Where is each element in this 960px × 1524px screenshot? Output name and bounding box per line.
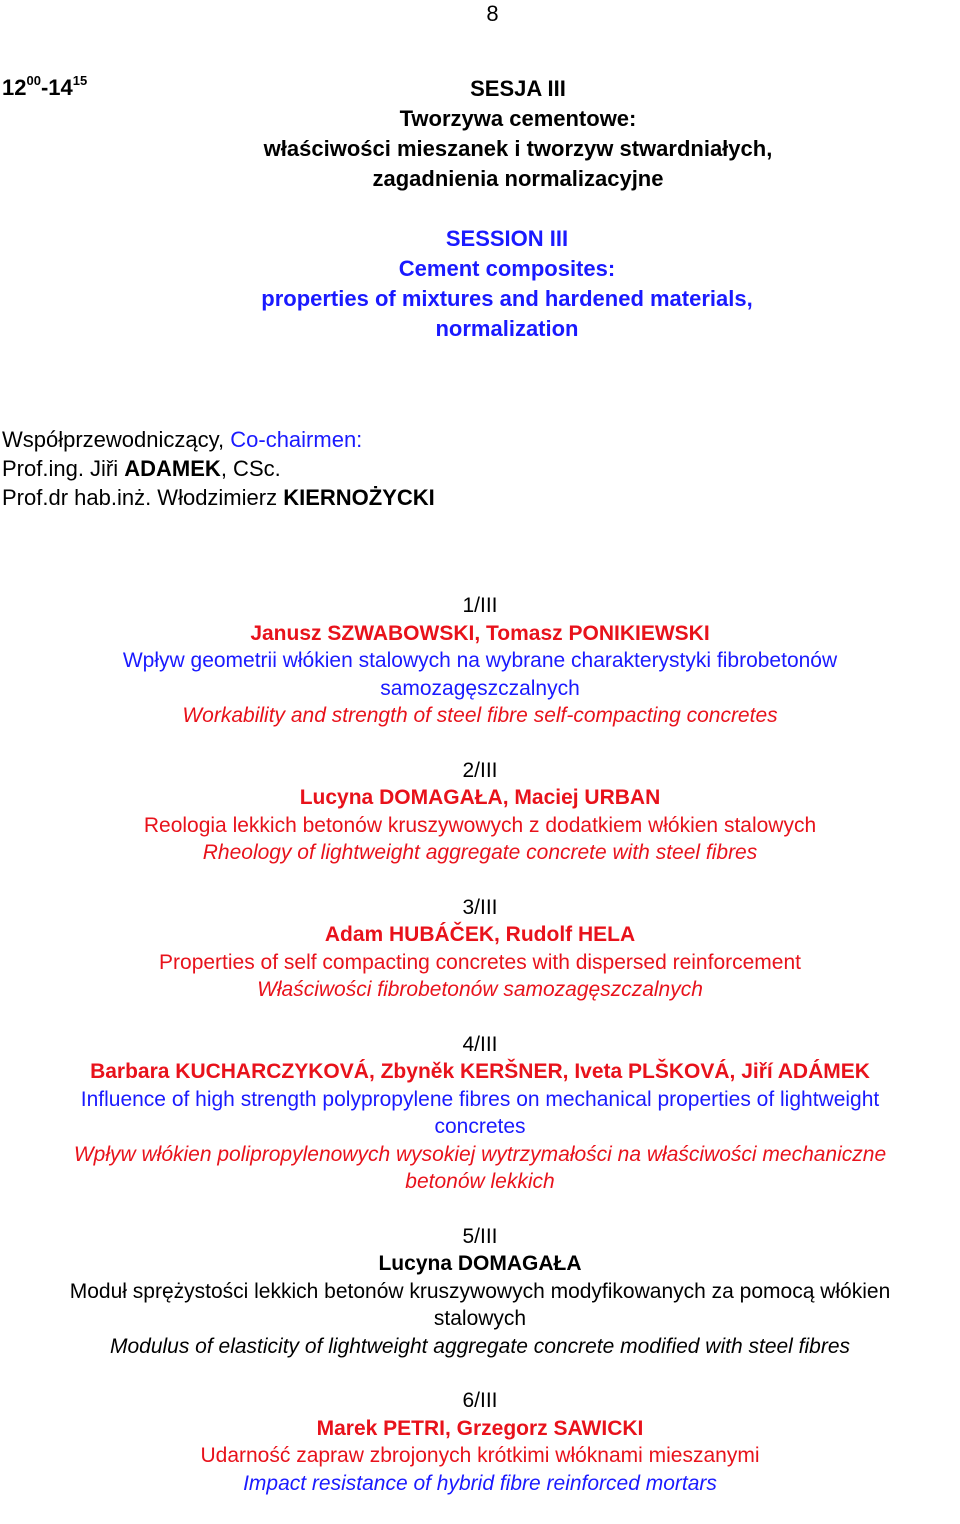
paper-title-line: Influence of high strength polypropylene fibres on mechanical properties of lightweight xyxy=(80,1087,880,1111)
chair-1-surname: ADAMEK xyxy=(124,456,221,481)
paper-title-line: stalowych xyxy=(433,1307,527,1330)
time-end-minutes: 15 xyxy=(72,73,88,88)
chairs-label-pl: Współprzewodniczący, xyxy=(2,427,225,452)
paper-title-line: Properties of self compacting concretes with dispersed reinforcement xyxy=(159,950,801,974)
paper-title-line: concretes xyxy=(434,1115,526,1138)
session-topic-en-line2: properties of mixtures and hardened materials, xyxy=(261,286,753,311)
paper-title-line: Reologia lekkich betonów kruszywowych z dodatkiem włókien stalowych xyxy=(143,813,817,837)
session-name-pl: SESJA III xyxy=(470,76,566,101)
paper-3 xyxy=(0,894,960,1004)
paper-2 xyxy=(0,757,960,867)
session-topic-en-line1: Cement composites: xyxy=(398,256,616,281)
time-start-hour: 12 xyxy=(2,75,27,100)
chairs-label-en: Co-chairmen: xyxy=(230,427,363,452)
paper-title-line: Udarność zapraw zbrojonych krótkimi włóknami mieszanymi xyxy=(200,1444,760,1467)
paper-number: 5/III xyxy=(462,1224,498,1248)
paper-title-translation: Wpływ włókien polipropylenowych wysokiej wytrzymałości na właściwości mechaniczne xyxy=(73,1142,887,1166)
chair-2 xyxy=(2,483,435,512)
paper-authors: Janusz SZWABOWSKI, Tomasz PONIKIEWSKI xyxy=(250,621,710,645)
session-topic-pl-line1: Tworzywa cementowe: xyxy=(399,106,637,131)
paper-authors: Marek PETRI, Grzegorz SAWICKI xyxy=(316,1416,644,1440)
paper-number: 1/III xyxy=(462,594,498,617)
paper-6 xyxy=(0,1387,960,1497)
chairs-label xyxy=(2,425,435,454)
paper-title-line: Moduł sprężystości lekkich betonów kruszywowych modyfikowanych za pomocą włókien xyxy=(69,1279,891,1303)
session-topic-pl-line3: zagadnienia normalizacyjne xyxy=(372,166,664,191)
paper-4 xyxy=(0,1031,960,1196)
chair-1 xyxy=(2,454,435,483)
paper-5 xyxy=(0,1223,960,1361)
papers-list xyxy=(0,592,960,1524)
time-start-minutes: 00 xyxy=(26,73,41,88)
paper-title-line: Wpływ geometrii włókien stalowych na wybrane charakterystyki fibrobetonów xyxy=(122,649,838,672)
chair-2-surname: KIERNOŻYCKI xyxy=(283,485,435,510)
session-heading-polish xyxy=(0,74,960,194)
chair-2-prefix: Prof.dr hab.inż. Włodzimierz xyxy=(2,485,284,510)
paper-title-translation: Modulus of elasticity of lightweight aggregate concrete modified with steel fibres xyxy=(109,1334,851,1358)
paper-number: 3/III xyxy=(462,895,498,919)
page-number: 8 xyxy=(486,1,499,26)
paper-authors: Lucyna DOMAGAŁA, Maciej URBAN xyxy=(299,786,661,809)
paper-title-translation: Impact resistance of hybrid fibre reinforced mortars xyxy=(243,1471,717,1495)
chairs-block xyxy=(2,425,435,512)
paper-authors: Barbara KUCHARCZYKOVÁ, Zbyněk KERŠNER, Iveta PLŠKOVÁ, Jiří ADÁMEK xyxy=(90,1060,870,1083)
time-end-hour: -14 xyxy=(40,75,73,100)
session-topic-pl-line2: właściwości mieszanek i tworzyw stwardniałych, xyxy=(263,136,773,161)
chair-1-prefix: Prof.ing. Jiři xyxy=(2,456,125,481)
paper-number: 6/III xyxy=(462,1389,498,1412)
paper-1 xyxy=(0,592,960,730)
paper-title-line: samozagęszczalnych xyxy=(380,676,580,700)
paper-authors: Adam HUBÁČEK, Rudolf HELA xyxy=(324,923,636,946)
session-topic-en-line3: normalization xyxy=(435,316,579,341)
paper-number: 2/III xyxy=(462,758,498,782)
paper-authors: Lucyna DOMAGAŁA xyxy=(378,1252,582,1275)
paper-title-translation: Rheology of lightweight aggregate concrete with steel fibres xyxy=(202,841,758,864)
paper-title-translation: Właściwości fibrobetonów samozagęszczalnych xyxy=(257,978,703,1001)
paper-title-translation: betonów lekkich xyxy=(405,1170,555,1193)
session-heading-english xyxy=(0,224,960,344)
session-name-en: SESSION III xyxy=(445,226,569,251)
chair-1-suffix: , CSc. xyxy=(220,456,281,481)
paper-number: 4/III xyxy=(462,1032,498,1056)
paper-title-translation: Workability and strength of steel fibre self-compacting concretes xyxy=(182,704,778,727)
